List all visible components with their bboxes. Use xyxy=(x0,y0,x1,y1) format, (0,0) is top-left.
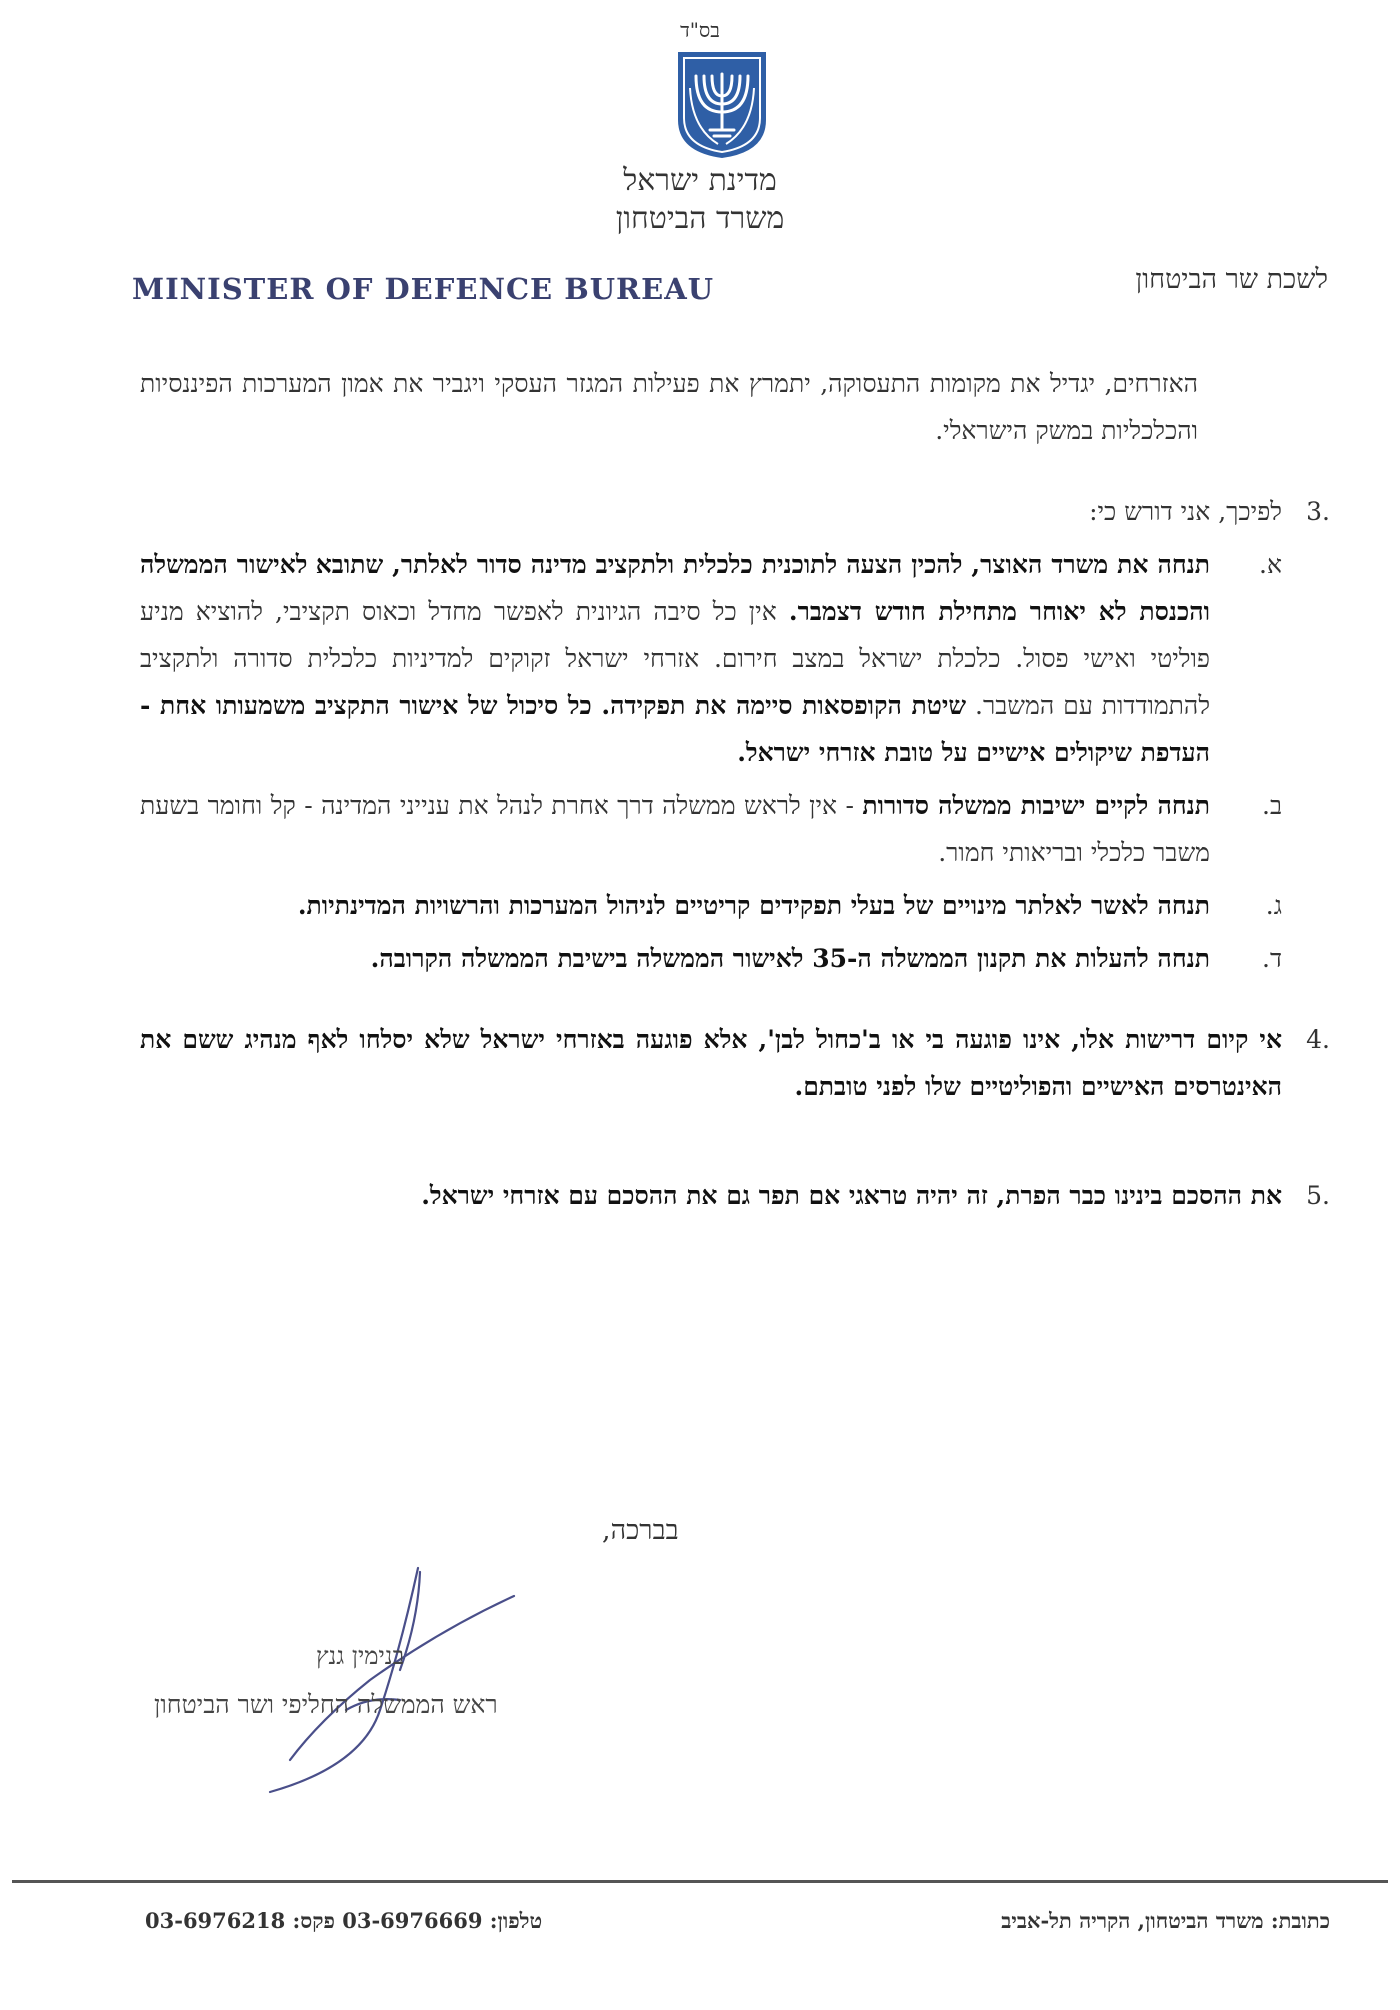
footer-phones: טלפון: 03-6976669 פקס: 03-6976218 xyxy=(145,1908,543,1933)
footer-divider xyxy=(12,1880,1388,1883)
signer-name: בנימין גנץ xyxy=(316,1642,405,1670)
list-item xyxy=(140,882,1330,929)
bsd-mark: בס"ד xyxy=(680,18,720,42)
item-text: אין כל סיבה הגיונית לאפשר מחדל וכאוס תקציבי, להוציא מניע פוליטי ואישי פסול. כלכלת ישראל במצב חירום. אזרחי ישראל זקוקים למדיניות כלכלית סדורה ולתקציב להתמודדות עם המשבר. xyxy=(140,597,1211,720)
bureau-title-en: MINISTER OF DEFENCE BUREAU xyxy=(132,272,715,306)
list-item xyxy=(140,1016,1330,1110)
list-item xyxy=(140,935,1330,982)
intro-paragraph: האזרחים, יגדיל את מקומות התעסוקה, יתמרץ את פעילות המגזר העסקי ויגביר את אמון המערכות הפיננסיות והכלכליות במשק הישראלי. xyxy=(140,369,1198,445)
item-number: .4 xyxy=(1306,1025,1330,1054)
list-item xyxy=(140,541,1330,776)
item-number: ג. xyxy=(1265,891,1282,920)
state-line-2: משרד הביטחון xyxy=(615,201,785,236)
item-number: א. xyxy=(1259,550,1282,579)
item-bold-text: תנחה לקיים ישיבות ממשלה סדורות xyxy=(862,791,1211,820)
state-name xyxy=(0,162,1400,238)
signer-title: ראש הממשלה החליפי ושר הביטחון xyxy=(154,1690,498,1719)
item-number: ב. xyxy=(1262,791,1282,820)
item-bold-text: תנחה את משרד האוצר, להכין הצעה לתוכנית כלכלית ולתקציב מדינה סדור לאלתר, שתובא xyxy=(315,550,1210,579)
item-text: - אין לראש ממשלה דרך אחרת לנהל את ענייני המדינה - קל וחומר בשעת משבר כלכלי ובריאותי חמור. xyxy=(140,791,1210,867)
state-emblem-icon xyxy=(674,48,770,160)
item-bold-text: תנחה להעלות את תקנון הממשלה ה-35 לאישור הממשלה בישיבת הממשלה הקרובה. xyxy=(370,944,1210,973)
item-bold-text: את ההסכם בינינו כבר הפרת, זה יהיה טראגי אם תפר גם את ההסכם עם אזרחי ישראל. xyxy=(421,1181,1282,1210)
item-number: .3 xyxy=(1306,497,1330,526)
item-number: ד. xyxy=(1262,944,1282,973)
list-item xyxy=(140,782,1330,876)
item-bold-text: שיטת הקופסאות סיימה את תפקידה. כל סיכול של אישור התקציב משמעותו אחת - העדפת שיקולים אישיים על טובת אזרחי ישראל. xyxy=(140,691,1210,767)
closing-greeting: בברכה, xyxy=(602,1515,679,1546)
bureau-title-he: לשכת שר הביטחון xyxy=(1135,264,1328,295)
item-number: .5 xyxy=(1306,1181,1330,1210)
list-item xyxy=(140,488,1330,535)
state-line-1: מדינת ישראל xyxy=(623,163,777,198)
item-bold-text: אי קיום דרישות אלו, אינו פוגעה בי או ב'כחול לבן', אלא פוגעה באזרחי ישראל שלא יסלחו לאף מנהיג ששם את האינטרסים האישיים והפוליטיים שלו לפני טובתם. xyxy=(140,1025,1282,1101)
item-bold-text: תנחה לאשר לאלתר מינויים של בעלי תפקידים קריטיים לניהול המערכות והרשויות המדינתיות. xyxy=(297,891,1210,920)
list-item xyxy=(140,1172,1330,1219)
footer-address: כתובת: משרד הביטחון, הקריה תל-אביב xyxy=(1001,1908,1330,1933)
signature-icon xyxy=(250,1560,530,1800)
letter-body xyxy=(140,360,1330,1219)
item-text: לפיכך, אני דורש כי: xyxy=(1089,497,1282,526)
item-bold-text: לאישור הממשלה והכנסת לא יאוחר מתחילת חודש דצמבר. xyxy=(140,550,1210,626)
